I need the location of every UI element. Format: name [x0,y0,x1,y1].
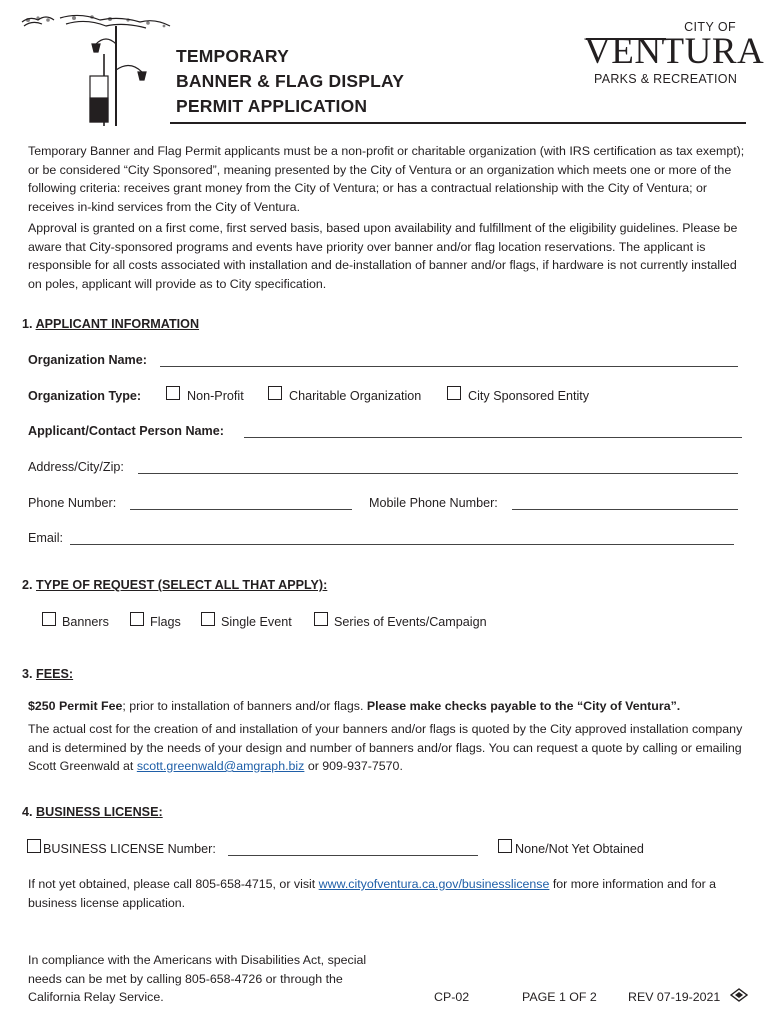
section-1-number: 1. [22,317,33,331]
charitable-organization-label: Charitable Organization [289,389,422,403]
form-title-line-2: BANNER & FLAG DISPLAY [176,71,405,91]
address-label: Address/City/Zip: [28,460,124,474]
section-1-title: APPLICANT INFORMATION [35,317,200,331]
form-code: CP-02 [434,990,470,1004]
scott-greenwald-email-link[interactable]: scott.greenwald@amgraph.biz [136,759,305,773]
mobile-phone-label: Mobile Phone Number: [369,496,498,510]
business-license-info-tail: for more information and for a business license application. [28,877,717,910]
section-4-title: BUSINESS LICENSE: [36,805,163,819]
city-of-ventura-logo [578,18,765,90]
form-title-line-1: TEMPORARY [176,46,289,66]
organization-name-label: Organization Name: [28,353,147,367]
email-field[interactable] [70,544,734,545]
organization-name-field[interactable] [160,366,738,367]
logo-city-of: CITY OF [684,20,736,34]
none-not-yet-obtained-checkbox[interactable] [498,839,512,853]
non-profit-checkbox[interactable] [166,386,180,400]
permit-fee-line [28,697,748,716]
form-title-line-3: PERMIT APPLICATION [176,96,368,116]
recycle-logo-icon [730,988,748,1002]
intro-paragraph-1: Temporary Banner and Flag Permit applicants must be a non-profit or charitable organization (with IRS certification as tax exempt); or be considered “City Sponsored”, meaning presented by the City of Ventura or an organization which meets one or more of the following criteria: receives grant money from the City of Ventura; or has a contractual relationship with the City of Ventura; or receives in-kind services from the City of Ventura. [28,144,745,214]
flags-label: Flags [150,615,181,629]
section-4-heading [22,805,163,819]
section-3-heading [22,667,73,681]
section-2-heading [22,578,327,592]
business-license-info [28,875,748,912]
permit-fee-text: ; prior to installation of banners and/or flags. [122,699,367,713]
section-2-title: TYPE OF REQUEST (SELECT ALL THAT APPLY): [36,578,328,592]
installation-cost-text: The actual cost for the creation of and installation of your banners and/or flags is quoted by the City approved installation company and is determined by the needs of your design and number of banners and/or flags. You can request a quote by calling or emailing Scott Greenwald at [28,722,743,773]
header-divider [170,122,746,124]
section-4-number: 4. [22,805,33,819]
organization-type-label: Organization Type: [28,389,142,403]
banners-checkbox[interactable] [42,612,56,626]
phone-number-field[interactable] [130,509,352,510]
charitable-organization-checkbox[interactable] [268,386,282,400]
contact-person-label: Applicant/Contact Person Name: [28,424,224,438]
none-not-yet-obtained-label: None/Not Yet Obtained [515,842,644,856]
revision-date: REV 07-19-2021 [628,990,721,1004]
logo-parks-recreation: PARKS & RECREATION [594,72,738,86]
permit-fee-amount: $250 Permit Fee [28,699,123,713]
series-of-events-label: Series of Events/Campaign [334,615,487,629]
section-3-title: FEES: [36,667,74,681]
section-3-number: 3. [22,667,33,681]
flags-checkbox[interactable] [130,612,144,626]
logo-ventura: VENTURA [584,31,765,72]
section-1-heading [22,317,199,331]
business-license-checkbox[interactable] [27,839,41,853]
series-of-events-checkbox[interactable] [314,612,328,626]
intro-paragraph-2: Approval is granted on a first come, first served basis, based upon availability and fulfillment of the eligibility guidelines. Please be aware that City-sponsored programs and events have priority over banner and/or flag location reservations. The applicant is responsible for all costs associated with installation and de-installation of banner and/or flags, if hardware is not currently installed on poles, applicant will provide as to City specification. [28,221,738,291]
business-license-info-text: If not yet obtained, please call 805-658-4715, or visit [28,877,319,891]
city-sponsored-entity-checkbox[interactable] [447,386,461,400]
page-number: PAGE 1 OF 2 [522,990,597,1004]
city-sponsored-entity-label: City Sponsored Entity [468,389,590,403]
ada-compliance-note: In compliance with the Americans with Disabilities Act, special needs can be met by calling 805-658-4726 or through the California Relay Service. [28,953,367,1004]
mobile-phone-field[interactable] [512,509,738,510]
section-2-number: 2. [22,578,33,592]
email-label: Email: [28,531,63,545]
contact-person-field[interactable] [244,437,742,438]
business-license-field[interactable] [228,855,478,856]
phone-number-label: Phone Number: [28,496,117,510]
checks-payable-note: Please make checks payable to the “City of Ventura”. [366,699,681,713]
business-license-label: BUSINESS LICENSE Number: [43,842,216,856]
business-license-website-link[interactable]: www.cityofventura.ca.gov/businesslicense [318,877,550,891]
single-event-checkbox[interactable] [201,612,215,626]
installation-cost-phone: or 909-937-7570. [304,759,403,773]
address-field[interactable] [138,473,738,474]
non-profit-label: Non-Profit [187,389,244,403]
single-event-label: Single Event [221,615,292,629]
installation-cost-paragraph [28,720,748,776]
banners-label: Banners [62,615,109,629]
lamp-banner-illustration [20,14,180,128]
